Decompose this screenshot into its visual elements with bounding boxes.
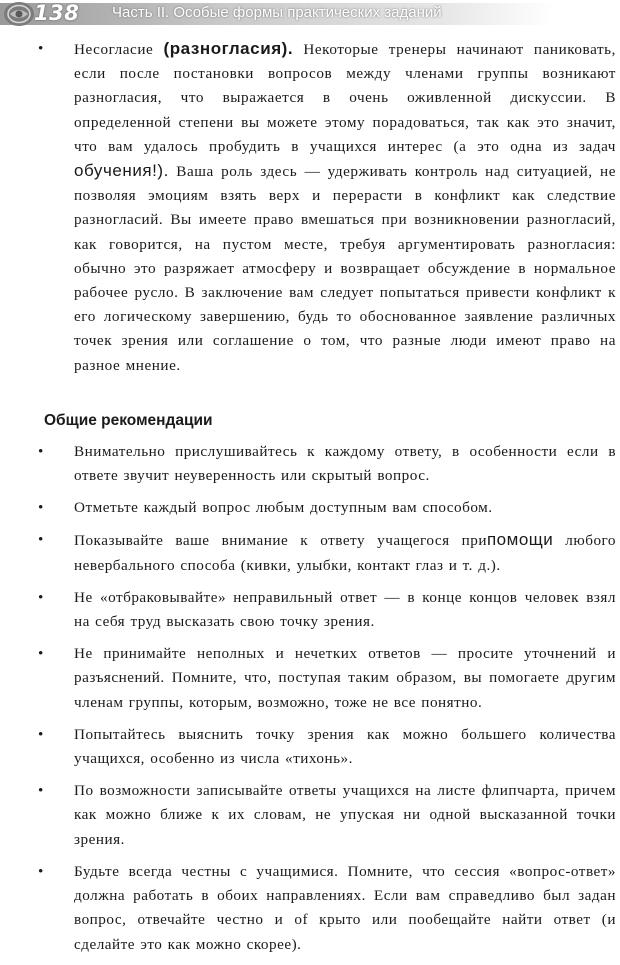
list-item: [38, 779, 616, 852]
list-item-text: Внимательно прислушивайтесь к каждому ответу, в особенности если в ответе звучит неуверенность или скрытый вопрос.: [74, 442, 616, 485]
list-item-text: любого невербального способа (кивки, улыбки, контакт глаз и т. д.).: [74, 532, 616, 574]
bullet-marker: •: [38, 725, 44, 743]
list-item: [38, 528, 616, 577]
term-label: Несогласие: [74, 41, 154, 58]
bullet-marker: •: [38, 782, 44, 800]
bullet-marker: •: [38, 588, 44, 606]
list-item: [38, 496, 616, 520]
list-item-text: По возможности записывайте ответы учащихся на листе флипчарта, причем как можно ближе к их словам, не упуская ни одной высказанной точки зрения.: [74, 782, 616, 848]
emphasis-text: обучения!).: [74, 161, 169, 181]
term-bold: (разногласия).: [163, 39, 294, 58]
bullet-marker: •: [38, 442, 44, 460]
recommendations-list: [38, 440, 616, 957]
section-heading: Общие рекомендации: [44, 411, 213, 429]
page-number: 138: [34, 1, 80, 25]
paragraph-text-1: Некоторые тренеры начинают паниковать, если после постановки вопросов между членами группы возникают разногласия, что выражается в очень оживленной дискуссии. В определенной степени вы можете этому порадоваться, так как это значит, что вам удалось пробудить в учащихся интерес (а это одна из задач: [74, 41, 616, 155]
bullet-marker: •: [38, 40, 44, 57]
list-item: [38, 860, 616, 957]
list-item-text: Отметьте каждый вопрос любым доступным вам способом.: [74, 499, 493, 517]
list-item: [38, 723, 616, 771]
bullet-marker: •: [38, 531, 44, 549]
list-item: [38, 586, 616, 634]
chapter-title: Часть II. Особые формы практических заданий: [112, 4, 442, 21]
list-item-text: Попытайтесь выяснить точку зрения как можно большего количества учащихся, особенно из числа «тихонь».: [74, 725, 616, 768]
list-item: [38, 440, 616, 488]
book-logo-icon: [2, 0, 36, 28]
bullet-marker: •: [38, 499, 44, 517]
intro-paragraph: [38, 37, 616, 378]
list-item-text: Показывайте ваше внимание к ответу учащегося при: [74, 532, 487, 550]
bullet-marker: •: [38, 862, 44, 880]
bullet-marker: •: [38, 645, 44, 663]
page-header: [0, 0, 620, 30]
list-item-text: Не принимайте неполных и нечетких ответов — просите уточнений и разъяснений. Помните, что, поступая таким образом, вы помогаете другим членам группы, которым, возможно, тоже не все понятно.: [74, 645, 616, 711]
page-body: [38, 37, 616, 965]
list-item-text: Будьте всегда честны с учащимися. Помните, что сессия «вопрос-ответ» должна работать в обоих направлениях. Если вам справедливо был задан вопрос, отвечайте честно и of крыто или пообещайте найти ответ (и сделайте это как можно скорее).: [74, 862, 616, 953]
list-item-text: Не «отбраковывайте» неправильный ответ — в конце концов человек взял на себя труд высказать свою точку зрения.: [74, 588, 616, 631]
paragraph-text-2: Ваша роль здесь — удерживать контроль над ситуацией, не позволяя эмоциям взять верх и перерасти в конфликт как следствие разногласий. Вы имеете право вмешаться при возникновении разногласий, как говорится, на пустом месте, требуя аргументировать разногласия: обычно это разряжает атмосферу и возвращает обсуждение в нормальное рабочее русло. В заключение вам следует попытаться привести конфликт к его логическому завершению, будь то обоснованное заявление различных точек зрения или соглашение о том, что разные люди имеют право на разное мнение.: [74, 163, 616, 374]
emphasis-text: помощи: [486, 530, 554, 550]
list-item: [38, 642, 616, 715]
